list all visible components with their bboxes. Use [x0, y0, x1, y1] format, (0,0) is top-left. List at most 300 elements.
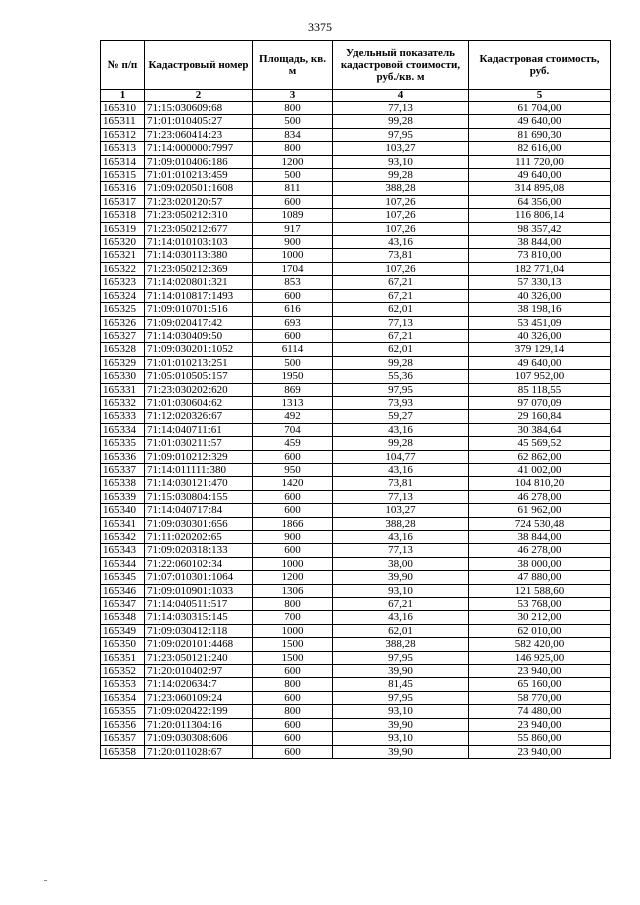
specific-value-cell: 107,26	[333, 195, 469, 208]
cadastral-cost-cell: 379 129,14	[469, 343, 611, 356]
specific-value-cell: 39,90	[333, 745, 469, 758]
specific-value-cell: 93,10	[333, 584, 469, 597]
row-number-cell: 165336	[101, 450, 145, 463]
row-number-cell: 165341	[101, 517, 145, 530]
specific-value-cell: 77,13	[333, 544, 469, 557]
area-cell: 459	[253, 437, 333, 450]
cadastral-cost-cell: 73 810,00	[469, 249, 611, 262]
row-number-cell: 165356	[101, 718, 145, 731]
table-row	[101, 557, 611, 570]
cadastral-cost-cell: 104 810,20	[469, 477, 611, 490]
specific-value-cell: 67,21	[333, 329, 469, 342]
table-row	[101, 665, 611, 678]
specific-value-cell: 73,81	[333, 249, 469, 262]
cadastral-cost-cell: 38 000,00	[469, 557, 611, 570]
cadastral-cost-cell: 38 844,00	[469, 236, 611, 249]
row-number-cell: 165337	[101, 463, 145, 476]
row-number-cell: 165342	[101, 531, 145, 544]
row-number-cell: 165321	[101, 249, 145, 262]
cadastral-number-cell: 71:23:050212:677	[145, 222, 253, 235]
cadastral-cost-cell: 121 588,60	[469, 584, 611, 597]
table-row	[101, 236, 611, 249]
table-row	[101, 477, 611, 490]
header-row-number: № п/п	[101, 41, 145, 90]
row-number-cell: 165335	[101, 437, 145, 450]
area-cell: 600	[253, 544, 333, 557]
table-row	[101, 249, 611, 262]
row-number-cell: 165327	[101, 329, 145, 342]
row-number-cell: 165325	[101, 303, 145, 316]
cadastral-cost-cell: 57 330,13	[469, 276, 611, 289]
table-row	[101, 343, 611, 356]
cadastral-cost-cell: 49 640,00	[469, 356, 611, 369]
specific-value-cell: 73,93	[333, 396, 469, 409]
cadastral-cost-cell: 23 940,00	[469, 665, 611, 678]
row-number-cell: 165328	[101, 343, 145, 356]
area-cell: 1089	[253, 209, 333, 222]
row-number-cell: 165357	[101, 732, 145, 745]
cadastral-number-cell: 71:01:030211:57	[145, 437, 253, 450]
table-row	[101, 276, 611, 289]
area-cell: 1200	[253, 155, 333, 168]
specific-value-cell: 39,90	[333, 718, 469, 731]
area-cell: 616	[253, 303, 333, 316]
table-row	[101, 732, 611, 745]
row-number-cell: 165354	[101, 691, 145, 704]
area-cell: 500	[253, 356, 333, 369]
specific-value-cell: 97,95	[333, 691, 469, 704]
area-cell: 1950	[253, 370, 333, 383]
cadastral-cost-cell: 41 002,00	[469, 463, 611, 476]
row-number-cell: 165311	[101, 115, 145, 128]
area-cell: 600	[253, 691, 333, 704]
area-cell: 1866	[253, 517, 333, 530]
area-cell: 600	[253, 732, 333, 745]
area-cell: 600	[253, 490, 333, 503]
cadastral-cost-cell: 111 720,00	[469, 155, 611, 168]
cadastral-number-cell: 71:14:040511:517	[145, 598, 253, 611]
cadastral-number-cell: 71:23:030202:620	[145, 383, 253, 396]
cadastral-cost-cell: 61 962,00	[469, 504, 611, 517]
cadastral-cost-cell: 62 862,00	[469, 450, 611, 463]
area-cell: 500	[253, 115, 333, 128]
specific-value-cell: 103,27	[333, 504, 469, 517]
table-body	[101, 102, 611, 759]
cadastral-number-cell: 71:14:020801:321	[145, 276, 253, 289]
area-cell: 811	[253, 182, 333, 195]
table-row	[101, 624, 611, 637]
table-row	[101, 169, 611, 182]
specific-value-cell: 38,00	[333, 557, 469, 570]
specific-value-cell: 43,16	[333, 423, 469, 436]
cadastral-cost-cell: 29 160,84	[469, 410, 611, 423]
cadastral-number-cell: 71:09:010701:516	[145, 303, 253, 316]
area-cell: 600	[253, 504, 333, 517]
specific-value-cell: 93,10	[333, 155, 469, 168]
area-cell: 500	[253, 169, 333, 182]
cadastral-cost-cell: 55 860,00	[469, 732, 611, 745]
cadastral-cost-cell: 30 212,00	[469, 611, 611, 624]
specific-value-cell: 97,95	[333, 128, 469, 141]
table-row	[101, 370, 611, 383]
row-number-cell: 165310	[101, 102, 145, 115]
area-cell: 693	[253, 316, 333, 329]
specific-value-cell: 67,21	[333, 289, 469, 302]
area-cell: 917	[253, 222, 333, 235]
cadastral-number-cell: 71:14:010817:1493	[145, 289, 253, 302]
row-number-cell: 165349	[101, 624, 145, 637]
cadastral-cost-cell: 81 690,30	[469, 128, 611, 141]
cadastral-number-cell: 71:09:030308:606	[145, 732, 253, 745]
area-cell: 900	[253, 531, 333, 544]
area-cell: 600	[253, 329, 333, 342]
row-number-cell: 165347	[101, 598, 145, 611]
table-row	[101, 356, 611, 369]
row-number-cell: 165322	[101, 262, 145, 275]
cadastral-cost-cell: 116 806,14	[469, 209, 611, 222]
row-number-cell: 165330	[101, 370, 145, 383]
specific-value-cell: 103,27	[333, 142, 469, 155]
cadastral-number-cell: 71:09:020417:42	[145, 316, 253, 329]
area-cell: 704	[253, 423, 333, 436]
area-cell: 1420	[253, 477, 333, 490]
cadastral-number-cell: 71:09:020501:1608	[145, 182, 253, 195]
row-number-cell: 165329	[101, 356, 145, 369]
cadastral-number-cell: 71:01:010213:251	[145, 356, 253, 369]
cadastral-number-cell: 71:20:010402:97	[145, 665, 253, 678]
row-number-cell: 165355	[101, 705, 145, 718]
cadastral-number-cell: 71:09:020318:133	[145, 544, 253, 557]
cadastral-cost-cell: 62 010,00	[469, 624, 611, 637]
table-row	[101, 531, 611, 544]
table-row	[101, 705, 611, 718]
specific-value-cell: 43,16	[333, 463, 469, 476]
cadastral-number-cell: 71:14:000000:7997	[145, 142, 253, 155]
cadastral-cost-cell: 45 569,52	[469, 437, 611, 450]
cadastral-cost-cell: 97 070,09	[469, 396, 611, 409]
cadastral-number-cell: 71:14:011111:380	[145, 463, 253, 476]
header-specific-value: Удельный показатель кадастровой стоимости, руб./кв. м	[333, 41, 469, 90]
specific-value-cell: 81,45	[333, 678, 469, 691]
cadastral-number-cell: 71:01:010405:27	[145, 115, 253, 128]
area-cell: 700	[253, 611, 333, 624]
table-row	[101, 289, 611, 302]
specific-value-cell: 107,26	[333, 262, 469, 275]
area-cell: 1306	[253, 584, 333, 597]
cadastral-number-cell: 71:23:050212:310	[145, 209, 253, 222]
row-number-cell: 165353	[101, 678, 145, 691]
row-number-cell: 165333	[101, 410, 145, 423]
cadastral-number-cell: 71:14:020634:7	[145, 678, 253, 691]
specific-value-cell: 59,27	[333, 410, 469, 423]
area-cell: 6114	[253, 343, 333, 356]
cadastral-cost-cell: 49 640,00	[469, 115, 611, 128]
cadastral-cost-cell: 61 704,00	[469, 102, 611, 115]
specific-value-cell: 67,21	[333, 598, 469, 611]
cadastral-number-cell: 71:14:030315:145	[145, 611, 253, 624]
row-number-cell: 165319	[101, 222, 145, 235]
row-number-cell: 165326	[101, 316, 145, 329]
cadastral-number-cell: 71:14:040711:61	[145, 423, 253, 436]
cadastre-table	[100, 40, 611, 759]
cadastral-number-cell: 71:22:060102:34	[145, 557, 253, 570]
cadastral-cost-cell: 23 940,00	[469, 745, 611, 758]
specific-value-cell: 97,95	[333, 383, 469, 396]
table-row	[101, 262, 611, 275]
cadastral-cost-cell: 98 357,42	[469, 222, 611, 235]
cadastral-number-cell: 71:09:010212:329	[145, 450, 253, 463]
table-row	[101, 504, 611, 517]
specific-value-cell: 62,01	[333, 303, 469, 316]
cadastral-cost-cell: 58 770,00	[469, 691, 611, 704]
area-cell: 1704	[253, 262, 333, 275]
cadastral-number-cell: 71:23:060109:24	[145, 691, 253, 704]
table-row	[101, 423, 611, 436]
area-cell: 834	[253, 128, 333, 141]
cadastral-cost-cell: 582 420,00	[469, 638, 611, 651]
area-cell: 800	[253, 598, 333, 611]
table-row	[101, 316, 611, 329]
row-number-cell: 165315	[101, 169, 145, 182]
cadastral-cost-cell: 182 771,04	[469, 262, 611, 275]
area-cell: 800	[253, 678, 333, 691]
cadastral-cost-cell: 40 326,00	[469, 329, 611, 342]
cadastral-cost-cell: 314 895,08	[469, 182, 611, 195]
specific-value-cell: 104,77	[333, 450, 469, 463]
cadastral-number-cell: 71:20:011304:16	[145, 718, 253, 731]
specific-value-cell: 43,16	[333, 236, 469, 249]
cadastral-cost-cell: 53 451,09	[469, 316, 611, 329]
cadastral-cost-cell: 65 160,00	[469, 678, 611, 691]
specific-value-cell: 77,13	[333, 490, 469, 503]
table-row	[101, 584, 611, 597]
column-number: 3	[253, 90, 333, 102]
table-row	[101, 437, 611, 450]
table-row	[101, 128, 611, 141]
cadastral-number-cell: 71:01:010213:459	[145, 169, 253, 182]
area-cell: 800	[253, 102, 333, 115]
specific-value-cell: 77,13	[333, 102, 469, 115]
row-number-cell: 165358	[101, 745, 145, 758]
table-row	[101, 718, 611, 731]
cadastral-cost-cell: 49 640,00	[469, 169, 611, 182]
table-row	[101, 450, 611, 463]
cadastral-cost-cell: 74 480,00	[469, 705, 611, 718]
table-row	[101, 410, 611, 423]
table-row	[101, 745, 611, 758]
cadastral-cost-cell: 46 278,00	[469, 544, 611, 557]
specific-value-cell: 43,16	[333, 611, 469, 624]
specific-value-cell: 99,28	[333, 437, 469, 450]
column-number: 4	[333, 90, 469, 102]
row-number-cell: 165352	[101, 665, 145, 678]
row-number-cell: 165338	[101, 477, 145, 490]
specific-value-cell: 99,28	[333, 115, 469, 128]
area-cell: 492	[253, 410, 333, 423]
cadastral-number-cell: 71:11:020202:65	[145, 531, 253, 544]
column-number: 5	[469, 90, 611, 102]
header-area: Площадь, кв. м	[253, 41, 333, 90]
cadastral-number-cell: 71:09:030201:1052	[145, 343, 253, 356]
area-cell: 600	[253, 450, 333, 463]
table-row	[101, 329, 611, 342]
specific-value-cell: 77,13	[333, 316, 469, 329]
row-number-cell: 165346	[101, 584, 145, 597]
specific-value-cell: 43,16	[333, 531, 469, 544]
specific-value-cell: 67,21	[333, 276, 469, 289]
cadastral-number-cell: 71:23:050121:240	[145, 651, 253, 664]
area-cell: 900	[253, 236, 333, 249]
area-cell: 1200	[253, 571, 333, 584]
cadastral-number-cell: 71:12:020326:67	[145, 410, 253, 423]
cadastral-number-cell: 71:14:030113:380	[145, 249, 253, 262]
specific-value-cell: 107,26	[333, 222, 469, 235]
table-row	[101, 303, 611, 316]
table-row	[101, 222, 611, 235]
cadastral-cost-cell: 47 880,00	[469, 571, 611, 584]
table-row	[101, 155, 611, 168]
specific-value-cell: 55,36	[333, 370, 469, 383]
area-cell: 869	[253, 383, 333, 396]
table-row	[101, 571, 611, 584]
table-row	[101, 115, 611, 128]
cadastral-cost-cell: 82 616,00	[469, 142, 611, 155]
area-cell: 800	[253, 705, 333, 718]
specific-value-cell: 62,01	[333, 624, 469, 637]
cadastral-number-cell: 71:05:010505:157	[145, 370, 253, 383]
row-number-cell: 165317	[101, 195, 145, 208]
specific-value-cell: 388,28	[333, 638, 469, 651]
table-row	[101, 678, 611, 691]
table-row	[101, 383, 611, 396]
specific-value-cell: 39,90	[333, 571, 469, 584]
row-number-cell: 165314	[101, 155, 145, 168]
cadastral-number-cell: 71:07:010301:1064	[145, 571, 253, 584]
area-cell: 1313	[253, 396, 333, 409]
specific-value-cell: 99,28	[333, 356, 469, 369]
row-number-cell: 165324	[101, 289, 145, 302]
cadastral-cost-cell: 38 198,16	[469, 303, 611, 316]
area-cell: 600	[253, 665, 333, 678]
cadastral-number-cell: 71:14:010103:103	[145, 236, 253, 249]
table-row	[101, 463, 611, 476]
cadastral-number-cell: 71:01:030604:62	[145, 396, 253, 409]
cadastral-number-cell: 71:09:010406:186	[145, 155, 253, 168]
specific-value-cell: 388,28	[333, 182, 469, 195]
cadastral-cost-cell: 64 356,00	[469, 195, 611, 208]
row-number-cell: 165320	[101, 236, 145, 249]
cadastral-cost-cell: 85 118,55	[469, 383, 611, 396]
area-cell: 1000	[253, 249, 333, 262]
row-number-cell: 165318	[101, 209, 145, 222]
cadastral-cost-cell: 53 768,00	[469, 598, 611, 611]
table-header	[101, 41, 611, 102]
table-row	[101, 490, 611, 503]
table-row	[101, 142, 611, 155]
area-cell: 853	[253, 276, 333, 289]
row-number-cell: 165350	[101, 638, 145, 651]
table-row	[101, 182, 611, 195]
table-row	[101, 102, 611, 115]
row-number-cell: 165345	[101, 571, 145, 584]
cadastral-number-cell: 71:09:030301:656	[145, 517, 253, 530]
specific-value-cell: 99,28	[333, 169, 469, 182]
row-number-cell: 165344	[101, 557, 145, 570]
cadastral-number-cell: 71:09:020422:199	[145, 705, 253, 718]
page-number: 3375	[308, 20, 332, 34]
row-number-cell: 165323	[101, 276, 145, 289]
table-row	[101, 598, 611, 611]
area-cell: 600	[253, 745, 333, 758]
specific-value-cell: 39,90	[333, 665, 469, 678]
cadastral-cost-cell: 38 844,00	[469, 531, 611, 544]
cadastral-number-cell: 71:09:030412:118	[145, 624, 253, 637]
specific-value-cell: 93,10	[333, 732, 469, 745]
row-number-cell: 165312	[101, 128, 145, 141]
cadastral-cost-cell: 46 278,00	[469, 490, 611, 503]
area-cell: 1500	[253, 638, 333, 651]
cadastral-number-cell: 71:09:010901:1033	[145, 584, 253, 597]
table-row	[101, 195, 611, 208]
cadastral-number-cell: 71:09:020101:4468	[145, 638, 253, 651]
table-row	[101, 691, 611, 704]
scan-mark	[44, 880, 47, 881]
area-cell: 950	[253, 463, 333, 476]
specific-value-cell: 107,26	[333, 209, 469, 222]
table-row	[101, 517, 611, 530]
area-cell: 600	[253, 195, 333, 208]
row-number-cell: 165343	[101, 544, 145, 557]
row-number-cell: 165334	[101, 423, 145, 436]
cadastral-cost-cell: 23 940,00	[469, 718, 611, 731]
specific-value-cell: 73,81	[333, 477, 469, 490]
cadastral-number-cell: 71:23:020120:57	[145, 195, 253, 208]
cadastral-number-cell: 71:23:060414:23	[145, 128, 253, 141]
cadastral-number-cell: 71:14:040717:84	[145, 504, 253, 517]
table-row	[101, 651, 611, 664]
row-number-cell: 165313	[101, 142, 145, 155]
table-row	[101, 396, 611, 409]
cadastral-number-cell: 71:20:011028:67	[145, 745, 253, 758]
table-row	[101, 611, 611, 624]
row-number-cell: 165316	[101, 182, 145, 195]
column-number: 1	[101, 90, 145, 102]
specific-value-cell: 97,95	[333, 651, 469, 664]
row-number-cell: 165331	[101, 383, 145, 396]
cadastral-cost-cell: 40 326,00	[469, 289, 611, 302]
cadastral-cost-cell: 146 925,00	[469, 651, 611, 664]
specific-value-cell: 93,10	[333, 705, 469, 718]
specific-value-cell: 62,01	[333, 343, 469, 356]
area-cell: 1500	[253, 651, 333, 664]
area-cell: 600	[253, 718, 333, 731]
row-number-cell: 165351	[101, 651, 145, 664]
area-cell: 800	[253, 142, 333, 155]
table-row	[101, 209, 611, 222]
table-row	[101, 544, 611, 557]
row-number-cell: 165348	[101, 611, 145, 624]
area-cell: 600	[253, 289, 333, 302]
specific-value-cell: 388,28	[333, 517, 469, 530]
table-row	[101, 638, 611, 651]
cadastral-number-cell: 71:15:030609:68	[145, 102, 253, 115]
cadastral-cost-cell: 724 530,48	[469, 517, 611, 530]
column-number: 2	[145, 90, 253, 102]
row-number-cell: 165332	[101, 396, 145, 409]
cadastral-cost-cell: 107 952,00	[469, 370, 611, 383]
row-number-cell: 165340	[101, 504, 145, 517]
cadastral-number-cell: 71:15:030804:155	[145, 490, 253, 503]
